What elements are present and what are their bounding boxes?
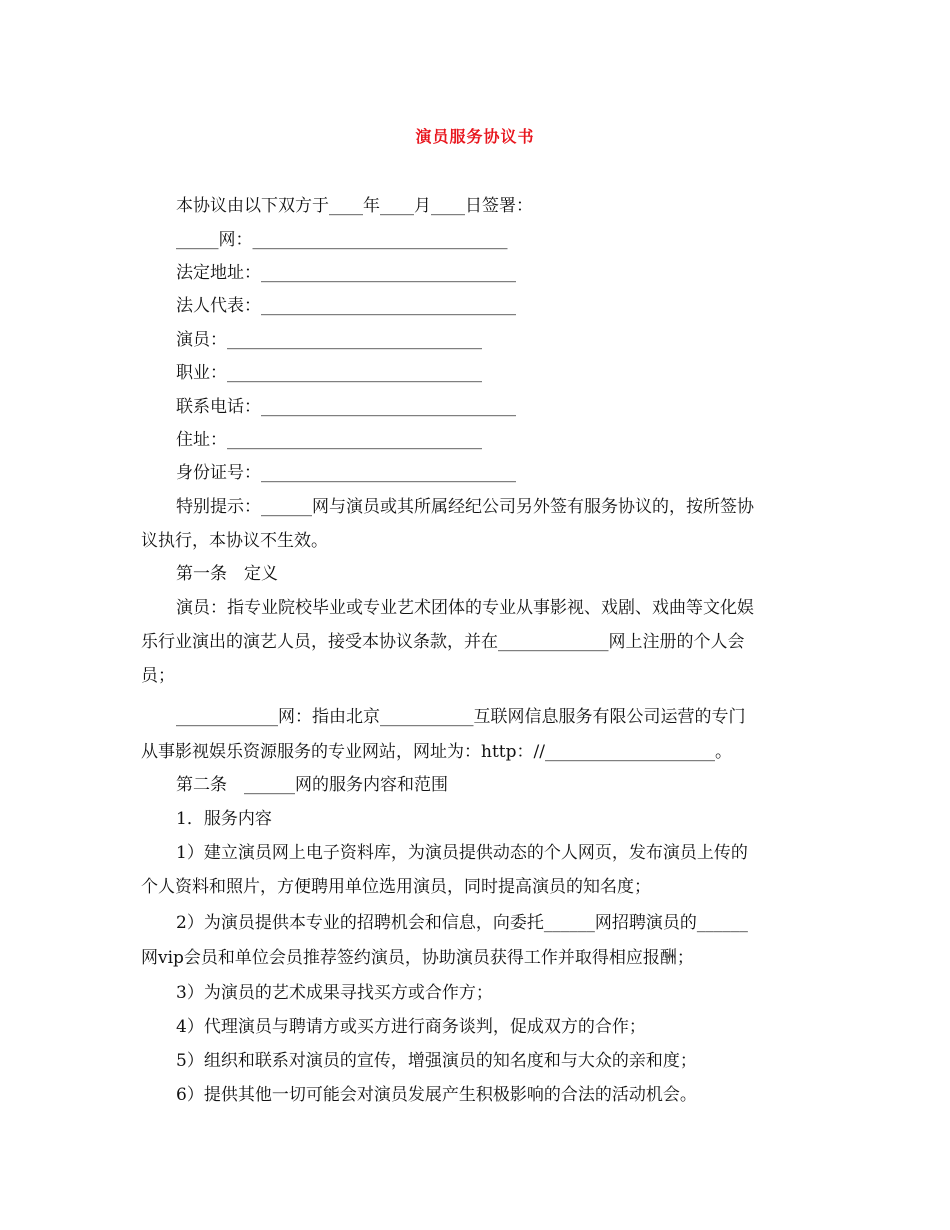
- party-website-field: _____网：______________________________: [176, 230, 508, 250]
- service-item-6: 6）提供其他一切可能会对演员发展产生积极影响的合法的活动机会。: [176, 1085, 697, 1105]
- service-item-4: 4）代理演员与聘请方或买方进行商务谈判，促成双方的合作；: [176, 1017, 646, 1037]
- special-notice-line-1: 特别提示：______网与演员或其所属经纪公司另外签有服务协议的，按所签协: [176, 497, 754, 517]
- legal-representative-field: 法人代表：______________________________: [176, 296, 516, 316]
- article-1-heading: 第一条 定义: [176, 564, 278, 584]
- legal-address-field: 法定地址：______________________________: [176, 263, 516, 283]
- definition-actor-line-2: 乐行业演出的演艺人员，接受本协议条款，并在_____________网上注册的个人会: [141, 632, 745, 652]
- service-item-2-line-2: 网vip会员和单位会员推荐签约演员，协助演员获得工作并取得相应报酬；: [141, 948, 694, 968]
- actor-field: 演员：______________________________: [176, 330, 482, 350]
- signing-date-line: 本协议由以下双方于____年____月____日签署：: [176, 196, 533, 216]
- service-item-1-line-1: 1）建立演员网上电子资料库，为演员提供动态的个人网页，发布演员上传的: [176, 843, 748, 863]
- service-item-5: 5）组织和联系对演员的宣传，增强演员的知名度和与大众的亲和度；: [176, 1051, 697, 1071]
- definition-actor-line-3: 员；: [141, 666, 175, 686]
- service-item-1-line-2: 个人资料和照片，方便聘用单位选用演员，同时提高演员的知名度；: [141, 877, 651, 897]
- special-notice-line-2: 议执行，本协议不生效。: [141, 531, 328, 551]
- address-field: 住址：______________________________: [176, 430, 482, 450]
- definition-actor-line-1: 演员：指专业院校毕业或专业艺术团体的专业从事影视、戏剧、戏曲等文化娱: [176, 598, 754, 618]
- document-title: 演员服务协议书: [415, 127, 535, 146]
- service-item-2-line-1: 2）为演员提供本专业的招聘机会和信息，向委托______网招聘演员的______: [176, 913, 748, 933]
- article-2-heading: 第二条 ______网的服务内容和范围: [176, 775, 448, 795]
- occupation-field: 职业：______________________________: [176, 363, 482, 383]
- definition-website-line-1: ____________网：指由北京___________互联网信息服务有限公司运营的专门: [176, 707, 746, 727]
- phone-field: 联系电话：______________________________: [176, 397, 516, 417]
- service-content-heading: 1．服务内容: [176, 809, 272, 829]
- definition-website-line-2: 从事影视娱乐资源服务的专业网站，网址为：http：//____________________。: [141, 742, 732, 762]
- id-number-field: 身份证号：______________________________: [176, 463, 516, 483]
- service-item-3: 3）为演员的艺术成果寻找买方或合作方；: [176, 983, 493, 1003]
